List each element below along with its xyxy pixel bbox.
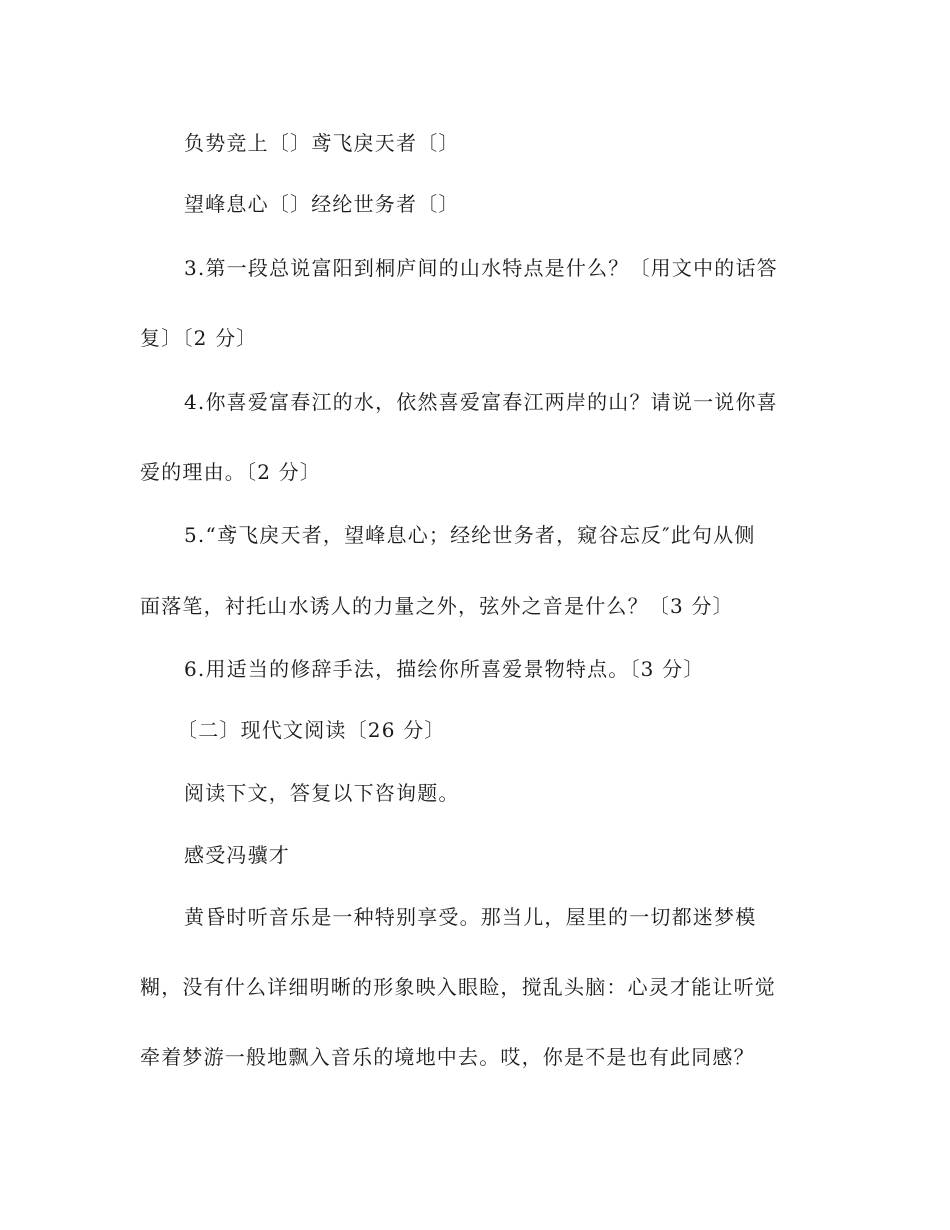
question-3-line-2: 复〕〔2 分〕 xyxy=(140,326,258,350)
question-6: 6.用适当的修辞手法，描绘你所喜爱景物特点。〔3 分〕 xyxy=(184,657,705,681)
fill-blank-line-1: 负势竞上〔〕鸢飞戾天者〔〕 xyxy=(184,131,460,155)
question-5-line-1: 5.“鸢飞戾天者，望峰息心；经纶世务者，窥谷忘反″此句从侧 xyxy=(184,523,756,547)
question-4-line-1: 4.你喜爱富春江的水，依然喜爱富春江两岸的山？请说一说你喜 xyxy=(184,390,778,414)
section-heading-modern-reading: 〔二〕现代文阅读〔26 分〕 xyxy=(177,718,446,742)
article-paragraph-line-2: 糊，没有什么详细明晰的形象映入眼睑，搅乱头脑：心灵才能让听觉 xyxy=(140,975,776,999)
article-paragraph-line-3: 牵着梦游一般地飘入音乐的境地中去。哎，你是不是也有此同感？ xyxy=(140,1045,755,1069)
article-paragraph-line-1: 黄昏时听音乐是一种特别享受。那当儿，屋里的一切都迷梦模 xyxy=(184,905,757,929)
article-title: 感受冯骥才 xyxy=(184,843,290,867)
reading-instruction: 阅读下文，答复以下咨询题。 xyxy=(184,781,460,805)
question-3-line-1: 3.第一段总说富阳到桐庐间的山水特点是什么？〔用文中的话答 xyxy=(184,256,778,280)
question-5-line-2: 面落笔，衬托山水诱人的力量之外，弦外之音是什么？〔3 分〕 xyxy=(140,594,734,618)
question-4-line-2: 爱的理由。〔2 分〕 xyxy=(140,460,322,484)
fill-blank-line-2: 望峰息心〔〕经纶世务者〔〕 xyxy=(184,192,460,216)
